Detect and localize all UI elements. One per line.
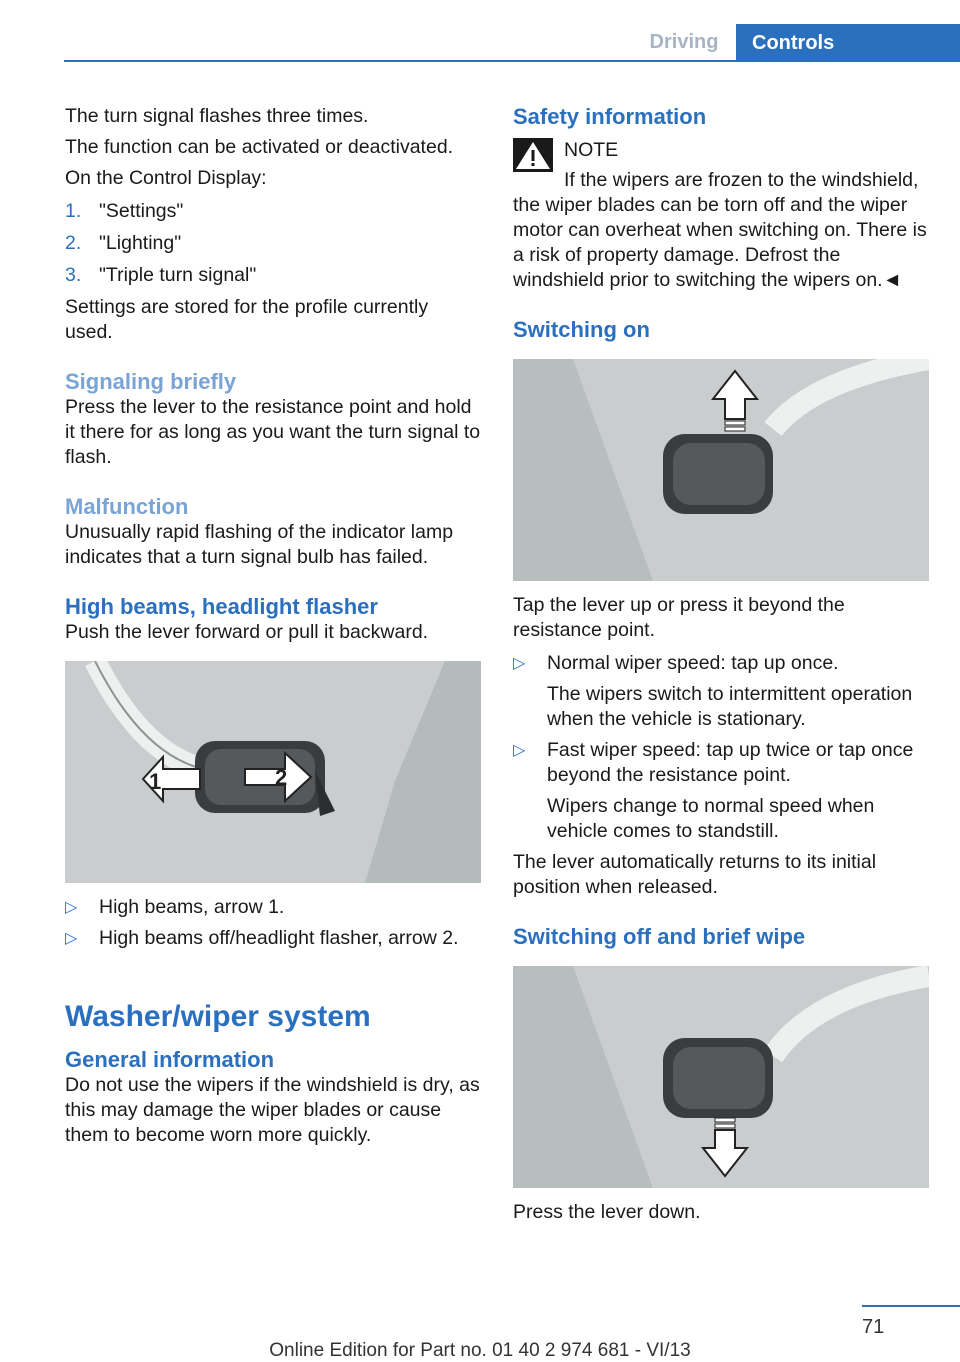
safety-heading: Safety information: [513, 104, 707, 129]
list-item-subtext: Wipers change to normal speed when vehicle comes to standstill.: [547, 795, 875, 842]
list-item: [65, 895, 481, 920]
intro-text-2: The function can be activated or deactivated.: [65, 136, 454, 158]
press-down-text: Press the lever down.: [513, 1201, 701, 1223]
general-text: Do not use the wipers if the windshield is dry, as this may damage the wiper blades or cause them to become worn more quickly.: [65, 1074, 480, 1146]
list-item-text: Normal wiper speed: tap up once.: [547, 652, 839, 674]
highbeam-list: [65, 895, 481, 951]
returns-text: The lever automatically returns to its initial position when released.: [513, 851, 877, 898]
step-text: "Settings": [99, 200, 184, 222]
header-rule: [64, 60, 960, 62]
signaling-text: Press the lever to the resistance point and hold it there for as long as you want the turn signal to flash.: [65, 396, 481, 468]
edition-footer: Online Edition for Part no. 01 40 2 974 681 - VI/13: [269, 1340, 691, 1361]
general-heading: General information: [65, 1047, 275, 1072]
footer-rule: [862, 1305, 960, 1307]
highbeam-heading: High beams, headlight flasher: [65, 594, 378, 619]
triangle-bullet-icon: ▷: [513, 655, 526, 672]
settings-steps: [65, 199, 481, 288]
switch-off-image: [513, 966, 929, 1188]
tap-text: Tap the lever up or press it beyond the resistance point.: [513, 594, 845, 641]
intro-text-3: On the Control Display:: [65, 167, 267, 189]
stored-text: Settings are stored for the profile currently used.: [65, 296, 429, 343]
malfunction-heading: Malfunction: [65, 494, 189, 519]
triangle-bullet-icon: ▷: [513, 742, 526, 759]
tab-driving[interactable]: Driving: [632, 24, 736, 60]
arrow-label-1: 1: [149, 769, 162, 794]
list-item: [65, 263, 481, 288]
lever-down-illustration: [513, 966, 929, 1188]
step-number: 3.: [65, 264, 82, 286]
list-item: [65, 926, 481, 951]
washer-heading: Washer/wiper system: [65, 1000, 371, 1033]
step-number: 1.: [65, 200, 82, 222]
page-number: 71: [862, 1316, 885, 1338]
list-item-subtext: The wipers switch to intermittent operation when the vehicle is stationary.: [547, 683, 913, 730]
note-label: NOTE: [564, 139, 619, 161]
left-column: [65, 104, 481, 1154]
list-item-text: Fast wiper speed: tap up twice or tap once beyond the resistance point.: [547, 739, 914, 786]
warning-triangle-icon: [513, 138, 553, 172]
warning-note: [513, 138, 929, 172]
malfunction-text: Unusually rapid flashing of the indicator lamp indicates that a turn signal bulb has failed.: [65, 521, 454, 568]
switching-on-image: [513, 359, 929, 581]
list-item-text: High beams off/headlight flasher, arrow 2.: [99, 927, 459, 949]
step-text: "Lighting": [99, 232, 182, 254]
triangle-bullet-icon: ▷: [65, 930, 78, 947]
switch-off-heading: Switching off and brief wipe: [513, 924, 806, 949]
lever-up-illustration: [513, 359, 929, 581]
lever-illustration: [65, 661, 481, 883]
highbeam-lever-image: [65, 661, 481, 883]
step-text: "Triple turn signal": [99, 264, 257, 286]
switching-on-heading: Switching on: [513, 317, 650, 342]
right-column: [513, 104, 929, 1231]
list-item: [513, 651, 929, 732]
list-item: [513, 738, 929, 844]
list-item: [65, 231, 481, 256]
arrow-label-2: 2: [275, 765, 288, 790]
step-number: 2.: [65, 232, 82, 254]
highbeam-text: Push the lever forward or pull it backward.: [65, 621, 429, 643]
speed-list: [513, 651, 929, 844]
note-text: If the wipers are frozen to the windshield, the wiper blades can be torn off and the wiper motor can overheat when switching on. There is a risk of property damage. Defrost the windshield prior to switching the wipers on.◄: [513, 169, 927, 291]
list-item: [65, 199, 481, 224]
tab-controls[interactable]: Controls: [736, 24, 960, 62]
signaling-heading: Signaling briefly: [65, 369, 237, 394]
intro-text-1: The turn signal flashes three times.: [65, 105, 369, 127]
triangle-bullet-icon: ▷: [65, 899, 78, 916]
list-item-text: High beams, arrow 1.: [99, 896, 285, 918]
